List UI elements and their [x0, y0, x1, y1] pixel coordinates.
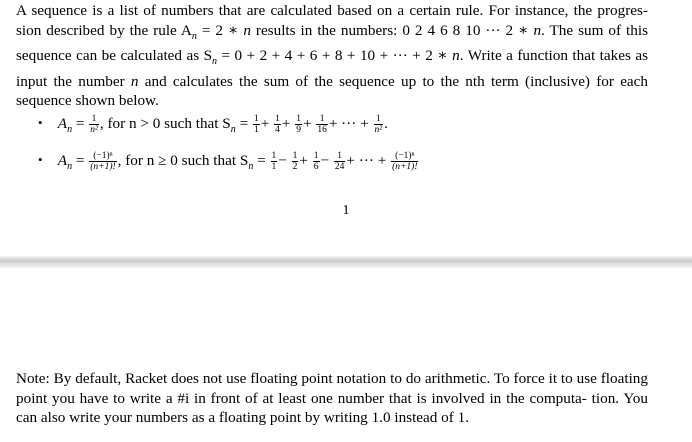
intro-text: results in the numbers: 0 2 4 6 8 10 ··· 2 ∗: [250, 21, 534, 39]
numerator: 1: [296, 114, 301, 125]
equals-sign: =: [253, 152, 270, 169]
operator: .: [384, 115, 388, 132]
subscript: n: [248, 161, 254, 173]
intro-text: = 2 ∗: [196, 21, 244, 39]
fraction: [271, 151, 278, 172]
fraction: [316, 114, 328, 135]
bullet-marker: •: [38, 152, 43, 167]
operator: + ··· +: [328, 115, 369, 132]
intro-text: . The sum of this: [541, 21, 649, 39]
subscript: n: [67, 161, 73, 173]
intro-text: and calculates the sum of the sequence up to the nth term (inclusive) for each: [138, 72, 649, 90]
equals-sign: =: [72, 152, 89, 169]
denominator: 9: [296, 125, 301, 136]
denominator: n²: [374, 125, 383, 136]
intro-paragraph: [16, 1, 648, 111]
intro-text: sequence can be calculated as S: [16, 47, 213, 65]
condition-text: , for n > 0 such that S: [99, 115, 231, 132]
numerator: 1: [275, 114, 280, 125]
operator: +: [302, 115, 312, 132]
intro-text: sion described by the rule A: [16, 21, 192, 39]
numerator: 1: [91, 114, 97, 125]
equals-sign: =: [235, 115, 252, 132]
operator: +: [260, 115, 270, 132]
math-var: n: [243, 21, 251, 39]
note-paragraph: Note: By default, Racket does not use floating point notation to do arithmetic. To force it to use floating point you have to write a #i in front of at least one number that is involved in the computa- tion. You can also write your numbers as a floating point by writing 1.0 instead of 1.: [16, 370, 648, 427]
intro-text: = 0 + 2 + 4 + 6 + 8 + 10 + ··· + 2 ∗: [217, 47, 453, 65]
fraction: [313, 151, 320, 172]
fraction: [292, 151, 299, 172]
fraction: [89, 151, 116, 172]
subscript: n: [191, 30, 197, 42]
equals-sign: =: [72, 115, 89, 132]
denominator: 2: [292, 162, 298, 173]
numerator: 1: [337, 151, 342, 162]
bullet-item-1: [38, 113, 658, 140]
fraction: [253, 114, 260, 135]
denominator: (n+1)!: [392, 162, 418, 173]
denominator: 24: [334, 162, 345, 173]
numerator: 1: [271, 151, 277, 162]
fraction: [391, 151, 418, 172]
operator: +: [281, 115, 291, 132]
fraction: [89, 114, 99, 135]
operator: +: [299, 152, 308, 169]
numerator: 1: [319, 114, 325, 125]
condition-text: , for n ≥ 0 such that S: [117, 152, 249, 169]
denominator: 4: [275, 125, 280, 136]
math-var: n: [130, 72, 139, 90]
page-separator: [0, 256, 692, 268]
operator: + ··· +: [346, 152, 387, 169]
denominator: 1: [271, 162, 277, 173]
bullet-marker: •: [38, 115, 43, 130]
math-var: n: [533, 21, 542, 39]
math-var: n: [452, 47, 460, 65]
intro-text: as input the number: [16, 47, 648, 90]
fraction: [334, 151, 346, 172]
subscript: n: [212, 56, 218, 68]
numerator: 1: [375, 114, 381, 125]
fraction: [374, 114, 384, 135]
page-bottom: [0, 268, 692, 442]
numerator: (−1)ⁿ: [395, 151, 415, 162]
operator: −: [278, 152, 287, 169]
numerator: 1: [253, 114, 259, 125]
fraction: [274, 114, 281, 135]
bullet-item-2: [38, 150, 658, 177]
page-number: 1: [342, 203, 350, 218]
subscript: n: [67, 124, 73, 136]
math-var: A: [57, 152, 68, 169]
numerator: (−1)ⁿ: [93, 151, 113, 162]
denominator: 6: [313, 162, 319, 173]
operator: −: [320, 152, 330, 169]
denominator: (n+1)!: [90, 162, 116, 173]
numerator: 1: [292, 151, 298, 162]
intro-text: A sequence is a list of numbers that are calculated based on a certain rule. For instance, the progres-: [16, 2, 648, 19]
intro-text: sequence shown below.: [16, 92, 159, 110]
denominator: 1: [253, 125, 259, 136]
denominator: 16: [317, 125, 327, 136]
subscript: n: [230, 124, 236, 136]
denominator: n²: [90, 125, 98, 136]
intro-text: . Write a function that takes: [459, 47, 631, 65]
math-var: A: [57, 115, 68, 132]
fraction: [295, 114, 302, 135]
numerator: 1: [313, 151, 319, 162]
